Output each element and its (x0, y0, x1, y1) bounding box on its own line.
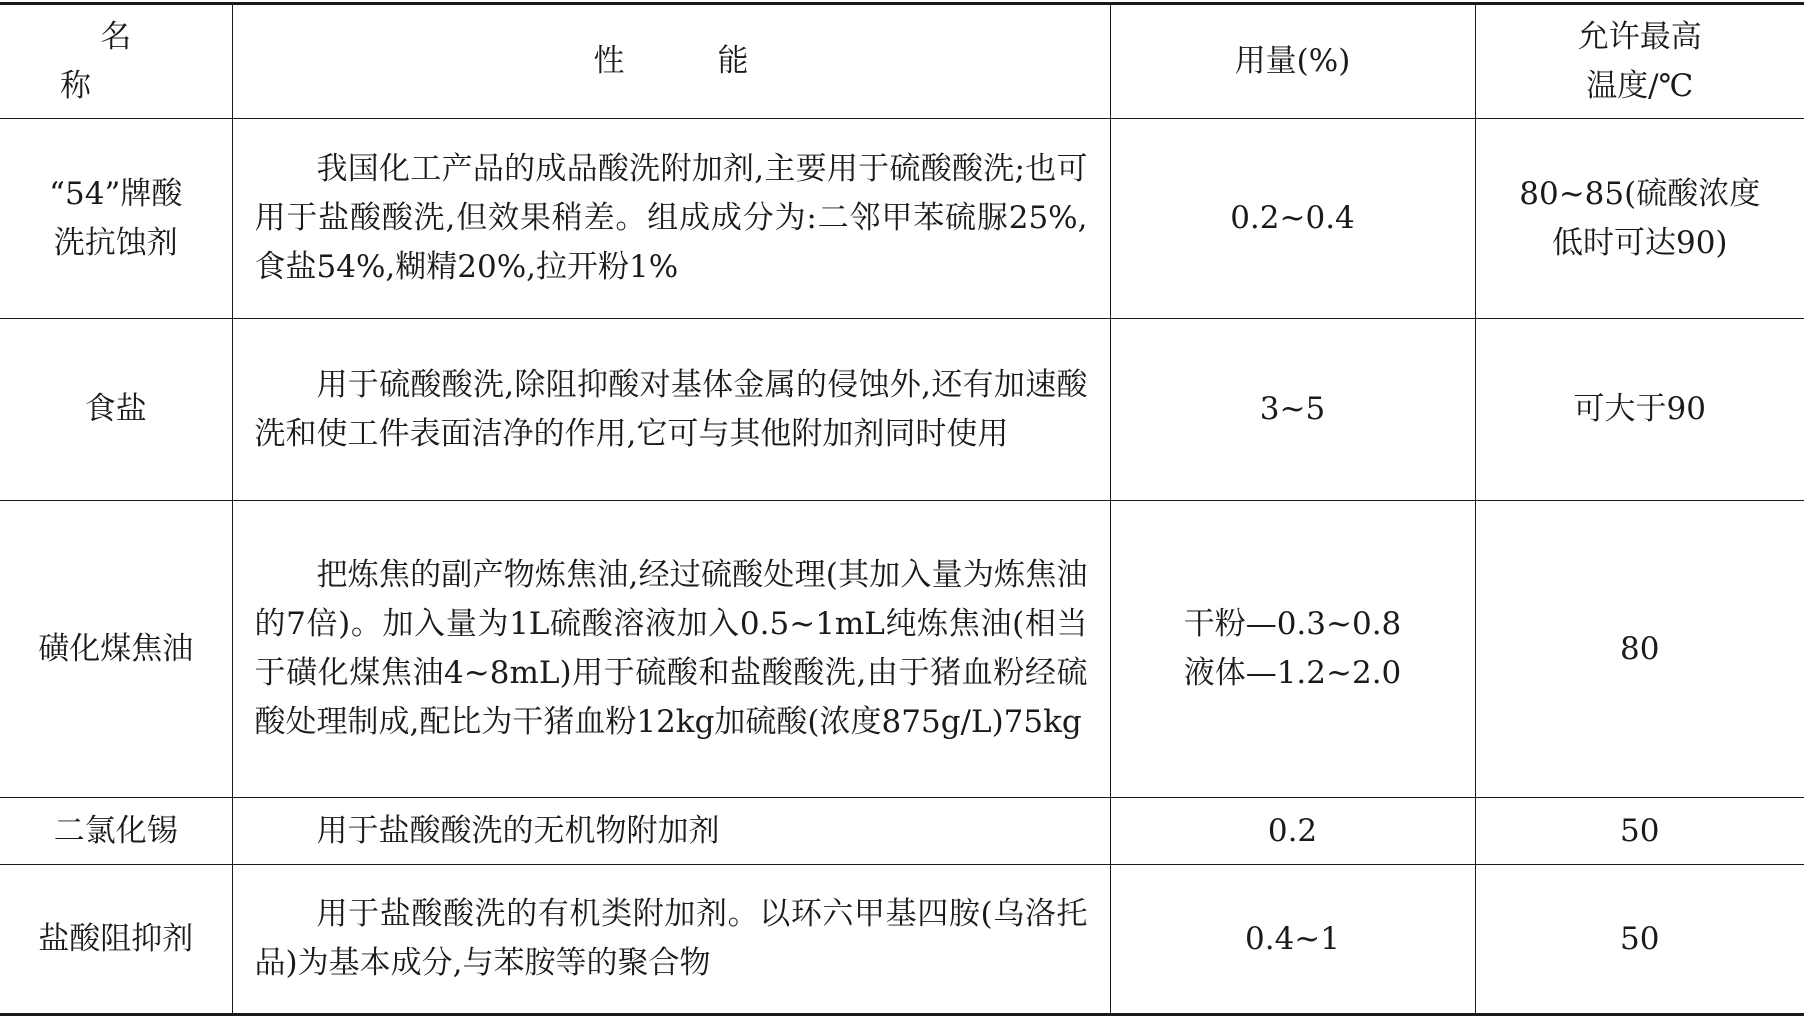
cell-name: 磺化煤焦油 (0, 501, 232, 798)
cell-dosage: 0.2~0.4 (1110, 119, 1475, 319)
cell-dosage (1110, 501, 1475, 798)
cell-name (0, 119, 232, 319)
cell-name: 食盐 (0, 319, 232, 501)
cell-performance (232, 798, 1110, 865)
header-name: 名称 (0, 4, 232, 119)
cell-temperature: 50 (1475, 865, 1804, 1015)
table-row (0, 501, 1804, 798)
performance-text: 我国化工产品的成品酸洗附加剂,主要用于硫酸酸洗;也可用于盐酸酸洗,但效果稍差。组成成分为:二邻甲苯硫脲25%,食盐54%,糊精20%,拉开粉1% (255, 145, 1088, 292)
cell-dosage: 3~5 (1110, 319, 1475, 501)
header-temperature-line1: 允许最高 (1476, 13, 1804, 62)
cell-name: 二氯化锡 (0, 798, 232, 865)
cell-dosage: 0.4~1 (1110, 865, 1475, 1015)
performance-text: 用于盐酸酸洗的无机物附加剂 (255, 807, 1088, 856)
cell-temperature (1475, 119, 1804, 319)
cell-performance (232, 319, 1110, 501)
dosage-line: 液体—1.2~2.0 (1111, 649, 1475, 698)
performance-text: 用于盐酸酸洗的有机类附加剂。以环六甲基四胺(乌洛托品)为基本成分,与苯胺等的聚合物 (255, 890, 1088, 988)
performance-text: 用于硫酸酸洗,除阻抑酸对基体金属的侵蚀外,还有加速酸洗和使工件表面洁净的作用,它可与其他附加剂同时使用 (255, 361, 1088, 459)
performance-text: 把炼焦的副产物炼焦油,经过硫酸处理(其加入量为炼焦油的7倍)。加入量为1L硫酸溶液加入0.5~1mL纯炼焦油(相当于磺化煤焦油4~8mL)用于硫酸和盐酸酸洗,由于猪血粉经硫酸处理制成,配比为干猪血粉12kg加硫酸(浓度875g/L)75kg (255, 551, 1088, 747)
table-row (0, 319, 1804, 501)
temperature-line: 低时可达90) (1476, 219, 1804, 268)
table-row (0, 798, 1804, 865)
header-dosage: 用量(%) (1110, 4, 1475, 119)
temperature-line: 80~85(硫酸浓度 (1476, 170, 1804, 219)
header-performance: 性能 (232, 4, 1110, 119)
cell-dosage: 0.2 (1110, 798, 1475, 865)
additive-table (0, 2, 1804, 1016)
dosage-line: 干粉—0.3~0.8 (1111, 600, 1475, 649)
cell-performance (232, 865, 1110, 1015)
cell-performance (232, 501, 1110, 798)
cell-temperature: 50 (1475, 798, 1804, 865)
cell-performance (232, 119, 1110, 319)
table-row (0, 119, 1804, 319)
cell-temperature: 可大于90 (1475, 319, 1804, 501)
table-header-row (0, 4, 1804, 119)
header-temperature-line2: 温度/℃ (1476, 62, 1804, 111)
cell-name: 盐酸阻抑剂 (0, 865, 232, 1015)
header-temperature (1475, 4, 1804, 119)
name-line: 洗抗蚀剂 (0, 219, 232, 268)
table-row (0, 865, 1804, 1015)
cell-temperature: 80 (1475, 501, 1804, 798)
name-line: “54”牌酸 (0, 170, 232, 219)
